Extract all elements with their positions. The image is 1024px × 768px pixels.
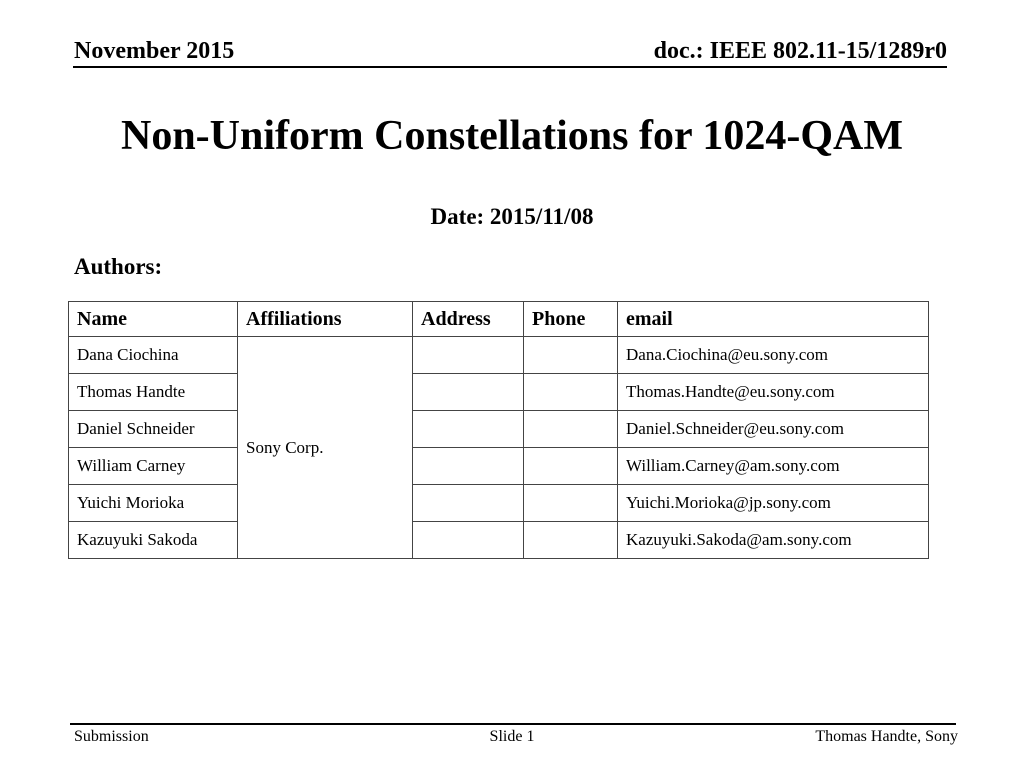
email-cell: Yuichi.Morioka@jp.sony.com [618,485,929,522]
address-cell [413,411,524,448]
header-doc-number: doc.: IEEE 802.11-15/1289r0 [653,38,947,64]
phone-cell [524,448,618,485]
table-row [69,337,929,374]
column-header-address: Address [413,302,524,337]
table-row [69,448,929,485]
author-name-cell: Kazuyuki Sakoda [69,522,238,559]
table-row [69,411,929,448]
affiliation-cell: Sony Corp. [238,337,413,559]
phone-cell [524,411,618,448]
address-cell [413,337,524,374]
authors-table-body [69,337,929,559]
author-name-cell: Dana Ciochina [69,337,238,374]
email-cell: Dana.Ciochina@eu.sony.com [618,337,929,374]
column-header-name: Name [69,302,238,337]
email-cell: Daniel.Schneider@eu.sony.com [618,411,929,448]
table-header-row [69,302,929,337]
email-cell: Thomas.Handte@eu.sony.com [618,374,929,411]
author-name-cell: Daniel Schneider [69,411,238,448]
table-row [69,522,929,559]
header-divider-line [73,66,947,68]
phone-cell [524,337,618,374]
authors-table [68,301,929,559]
footer-slide-number: Slide 1 [489,728,535,745]
address-cell [413,374,524,411]
author-name-cell: Thomas Handte [69,374,238,411]
column-header-phone: Phone [524,302,618,337]
phone-cell [524,374,618,411]
column-header-email: email [618,302,929,337]
footer-submission: Submission [74,728,149,745]
author-name-cell: Yuichi Morioka [69,485,238,522]
email-cell: William.Carney@am.sony.com [618,448,929,485]
footer-divider-line [70,723,956,725]
authors-label: Authors: [74,254,163,279]
table-row [69,485,929,522]
author-name-cell: William Carney [69,448,238,485]
address-cell [413,485,524,522]
footer-author: Thomas Handte, Sony [815,728,958,745]
table-row [69,374,929,411]
slide-title: Non-Uniform Constellations for 1024-QAM [120,113,903,159]
header-date: November 2015 [74,38,235,64]
column-header-affiliations: Affiliations [238,302,413,337]
email-cell: Kazuyuki.Sakoda@am.sony.com [618,522,929,559]
address-cell [413,448,524,485]
address-cell [413,522,524,559]
phone-cell [524,485,618,522]
date-line: Date: 2015/11/08 [430,204,594,229]
phone-cell [524,522,618,559]
